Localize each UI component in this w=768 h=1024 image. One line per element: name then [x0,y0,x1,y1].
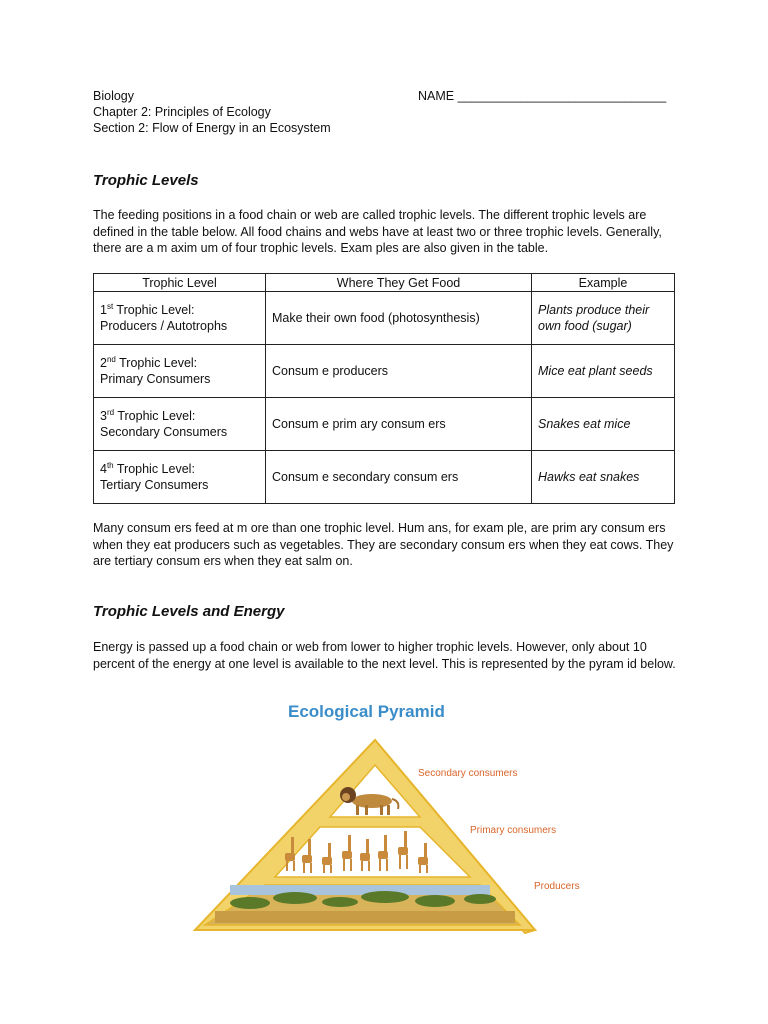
course-name: Biology [93,89,134,103]
food-cell: Consum e prim ary consum ers [266,398,532,451]
example-cell: Snakes eat mice [532,398,675,451]
table-header-row [94,274,675,292]
energy-paragraph: Energy is passed up a food chain or web from lower to higher trophic levels. However, only about 10 percent of the energy at one level is available to the next level. This is represented by the pyram id below. [93,640,676,671]
label-producers: Producers [534,881,580,892]
intro-paragraph: The feeding positions in a food chain or web are called trophic levels. The different trophic levels are defined in the table below. All food chains and webs have at least two or three trophic levels. Generally, there are a m axim um of four trophic levels. Exam ples are also given in the table. [93,208,662,255]
consumers-paragraph: Many consum ers feed at m ore than one trophic level. Hum ans, for exam ple, are prim ary consum ers when they eat producers such as vegetables. They are secondary consum ers when they eat cows. They are tertiary consum ers when they eat salm on. [93,521,674,568]
heading-trophic-levels: Trophic Levels [93,172,199,189]
table-row [94,292,675,345]
level-cell: 2nd Trophic Level: Primary Consumers [94,345,266,398]
heading-trophic-energy: Trophic Levels and Energy [93,603,285,620]
level-cell: 3rd Trophic Level: Secondary Consumers [94,398,266,451]
section-title: Section 2: Flow of Energy in an Ecosystem [93,121,331,135]
column-header: Where They Get Food [266,274,532,292]
food-cell: Make their own food (photosynthesis) [266,292,532,345]
food-cell: Consum e producers [266,345,532,398]
course-header [93,88,331,136]
table-row [94,451,675,504]
label-primary-consumers: Primary consumers [470,825,557,836]
column-header: Trophic Level [94,274,266,292]
column-header: Example [532,274,675,292]
trophic-table [93,273,675,504]
grassland [215,911,515,923]
pyramid-title: Ecological Pyramid [288,702,445,721]
food-cell: Consum e secondary consum ers [266,451,532,504]
sky-band [230,885,490,895]
name-field: NAME ______________________________ [418,89,667,103]
example-cell: Hawks eat snakes [532,451,675,504]
table-row [94,398,675,451]
chapter-title: Chapter 2: Principles of Ecology [93,105,271,119]
level-cell: 1st Trophic Level: Producers / Autotrophs [94,292,266,345]
example-cell: Mice eat plant seeds [532,345,675,398]
example-cell: Plants produce their own food (sugar) [532,292,675,345]
table-row [94,345,675,398]
level-cell: 4th Trophic Level: Tertiary Consumers [94,451,266,504]
label-secondary-consumers: Secondary consumers [418,768,518,779]
